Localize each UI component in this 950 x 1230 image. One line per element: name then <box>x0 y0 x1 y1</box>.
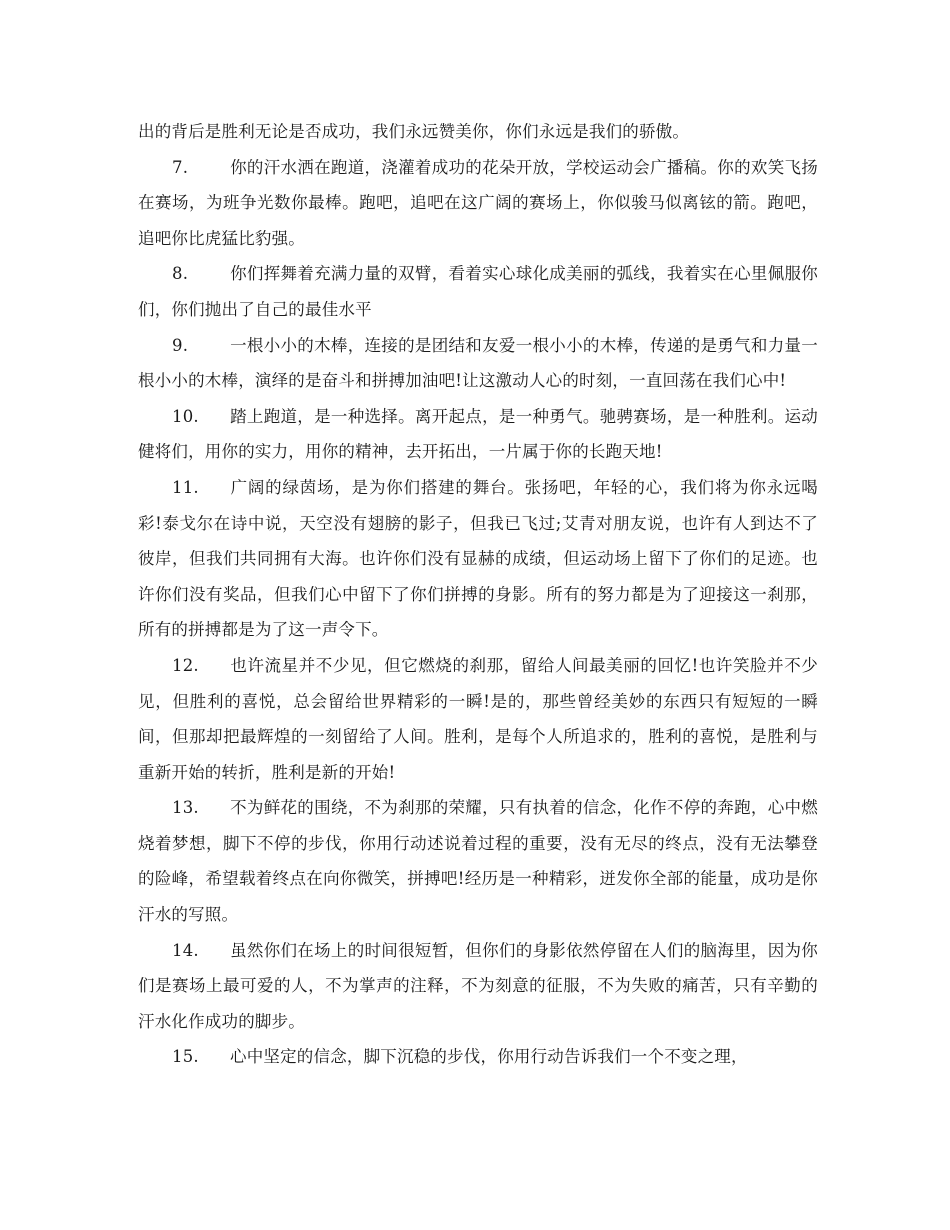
item-number: 8. <box>172 264 189 284</box>
list-item <box>138 790 818 932</box>
list-item <box>138 399 818 470</box>
item-text: 虽然你们在场上的时间很短暂，但你们的身影依然停留在人们的脑海里，因为你们是赛场上最可爱的人，不为掌声的注释，不为刻意的征服，不为失败的痛苦，只有辛勤的汗水化作成功的脚步。 <box>138 940 818 1031</box>
list-item <box>138 1039 818 1075</box>
list-item <box>138 256 818 327</box>
list-item <box>138 150 818 257</box>
list-item <box>138 328 818 399</box>
item-number: 15. <box>172 1047 199 1067</box>
item-number: 13. <box>172 798 199 818</box>
item-text: 踏上跑道，是一种选择。离开起点，是一种勇气。驰骋赛场，是一种胜利。运动健将们，用你的实力，用你的精神，去开拓出，一片属于你的长跑天地! <box>138 406 818 462</box>
item-text: 心中坚定的信念，脚下沉稳的步伐，你用行动告诉我们一个不变之理， <box>230 1047 748 1067</box>
list-item <box>138 933 818 1040</box>
item-number: 14. <box>172 940 199 960</box>
item-number: 11. <box>172 477 199 497</box>
item-text: 广阔的绿茵场，是为你们搭建的舞台。张扬吧，年轻的心，我们将为你永远喝彩!泰戈尔在诗中说，天空没有翅膀的影子，但我已飞过;艾青对朋友说，也许有人到达不了彼岸，但我们共同拥有大海。也许你们没有显赫的成绩，但运动场上留下了你们的足迹。也许你们没有奖品，但我们心中留下了你们拼搏的身影。所有的努力都是为了迎接这一刹那，所有的拼搏都是为了这一声令下。 <box>138 477 818 640</box>
item-text: 你的汗水洒在跑道，浇灌着成功的花朵开放，学校运动会广播稿。你的欢笑飞扬在赛场，为班争光数你最棒。跑吧，追吧在这广阔的赛场上，你似骏马似离铉的箭。跑吧，追吧你比虎猛比豹强。 <box>138 157 818 248</box>
item-number: 12. <box>172 655 199 675</box>
item-number: 7. <box>172 157 189 177</box>
item-text: 也许流星并不少见，但它燃烧的刹那，留给人间最美丽的回忆!也许笑脸并不少见，但胜利的喜悦，总会留给世界精彩的一瞬!是的，那些曾经美妙的东西只有短短的一瞬间，但那却把最辉煌的一刻留给了人间。胜利，是每个人所追求的，胜利的喜悦，是胜利与重新开始的转折，胜利是新的开始! <box>138 655 818 782</box>
item-text: 一根小小的木棒，连接的是团结和友爱一根小小的木棒，传递的是勇气和力量一根小小的木棒，演绎的是奋斗和拼搏加油吧!让这激动人心的时刻，一直回荡在我们心中! <box>138 335 818 391</box>
item-text: 不为鲜花的围绕，不为刹那的荣耀，只有执着的信念，化作不停的奔跑，心中燃烧着梦想，脚下不停的步伐，你用行动述说着过程的重要，没有无尽的终点，没有无法攀登的险峰，希望载着终点在向你微笑，拼搏吧!经历是一种精彩，迸发你全部的能量，成功是你汗水的写照。 <box>138 798 818 925</box>
list-item <box>138 648 818 790</box>
item-number: 10. <box>172 406 199 426</box>
document-page <box>138 114 818 1075</box>
list-item <box>138 470 818 648</box>
item-text: 你们挥舞着充满力量的双臂，看着实心球化成美丽的弧线，我着实在心里佩服你们，你们抛出了自己的最佳水平 <box>138 264 818 319</box>
item-number: 9. <box>172 335 189 355</box>
continuation-paragraph: 出的背后是胜利无论是否成功，我们永远赞美你，你们永远是我们的骄傲。 <box>138 122 690 141</box>
